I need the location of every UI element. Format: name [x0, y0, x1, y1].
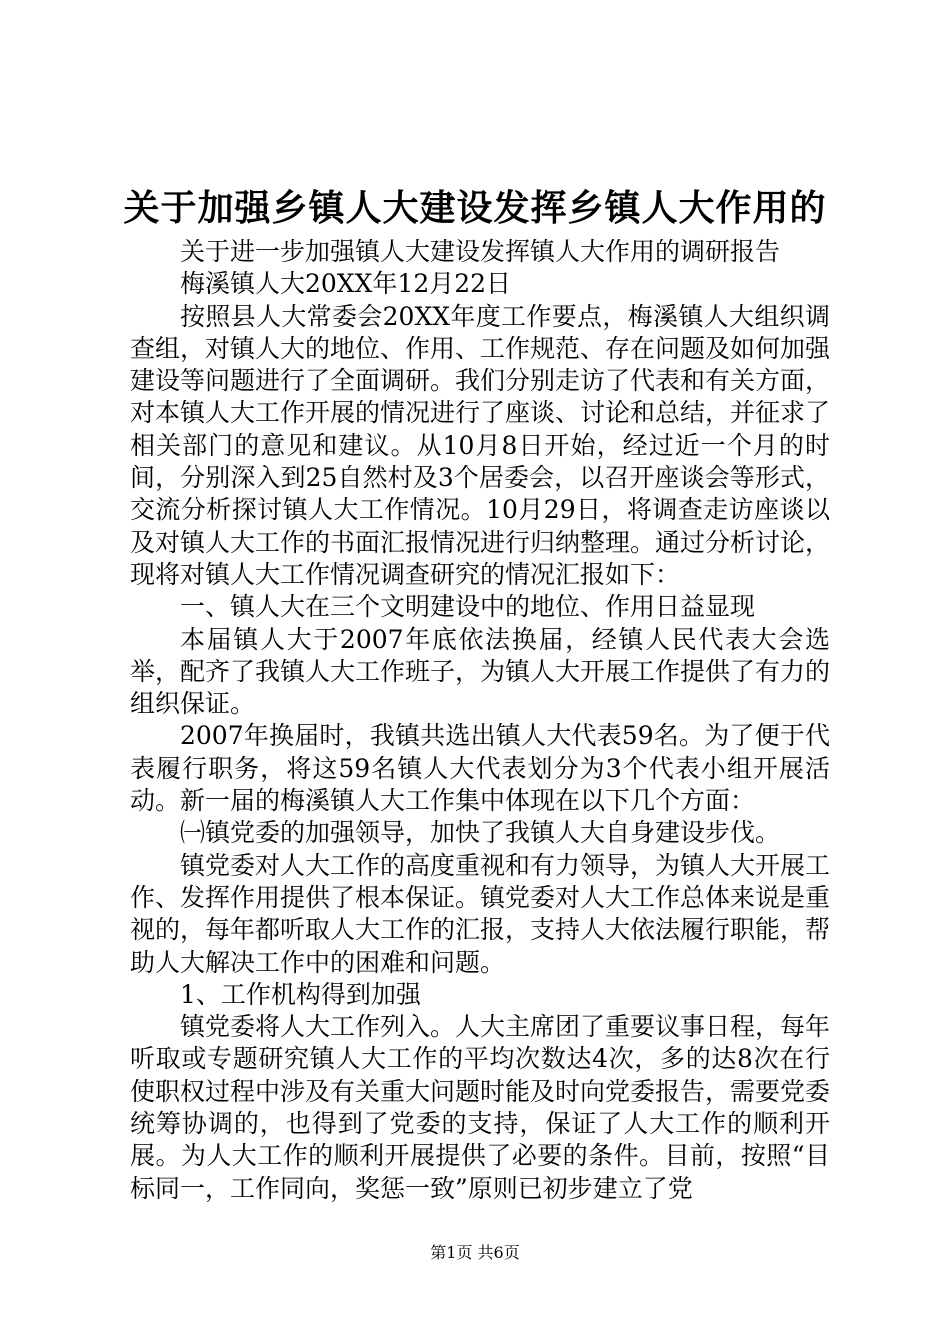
document-body: [130, 236, 830, 1205]
heading-section-1: 一、镇人大在三个文明建设中的地位、作用日益显现: [180, 592, 756, 622]
paragraph-election: 本届镇人大于2007年底依法换届，经镇人民代表大会选举，配齐了我镇人大工作班子，为镇人大开展工作提供了有力的组织保证。: [130, 624, 831, 719]
paragraph-intro: 按照县人大常委会20XX年度工作要点，梅溪镇人大组织调查组，对镇人大的地位、作用、工作规范、存在问题及如何加强建设等问题进行了全面调研。我们分别走访了代表和有关方面，对本镇人大工作开展的情况进行了座谈、讨论和总结，并征求了相关部门的意见和建议。从10月8日开始，经过近一个月的时间，分别深入到25自然村及3个居委会，以召开座谈会等形式，交流分析探讨镇人大工作情况。10月29日，将调查走访座谈以及对镇人大工作的书面汇报情况进行归纳整理。通过分析讨论，现将对镇人大工作情况调查研究的情况汇报如下：: [130, 301, 831, 589]
paragraph-work-agency: 镇党委将人大工作列入。人大主席团了重要议事日程，每年听取或专题研究镇人大工作的平均次数达4次，多的达8次在行使职权过程中涉及有关重大问题时能及时向党委报告，需要党委统筹协调的，也得到了党委的支持，保证了人大工作的顺利开展。为人大工作的顺利开展提供了必要的条件。目前，按照“目标同一，工作同向，奖惩一致”原则已初步建立了党: [130, 1012, 831, 1203]
paragraph-date-line: 梅溪镇人大20XX年12月22日: [180, 269, 512, 299]
page-footer: 第1页 共6页: [430, 1243, 520, 1262]
heading-item-1: 1、工作机构得到加强: [180, 979, 421, 1009]
heading-subsection-1: ㈠镇党委的加强领导，加快了我镇人大自身建设步伐。: [180, 818, 781, 848]
paragraph-subtitle: 关于进一步加强镇人大建设发挥镇人大作用的调研报告: [180, 237, 781, 266]
paragraph-party-leadership: 镇党委对人大工作的高度重视和有力领导，为镇人大开展工作、发挥作用提供了根本保证。镇党委对人大工作总体来说是重视的，每年都听取人大工作的汇报，支持人大依法履行职能，帮助人大解决工作中的困难和问题。: [130, 850, 831, 977]
document-title: 关于加强乡镇人大建设发挥乡镇人大作用的: [123, 188, 827, 229]
paragraph-delegates: 2007年换届时，我镇共选出镇人大代表59名。为了便于代表履行职务，将这59名镇人大代表划分为3个代表小组开展活动。新一届的梅溪镇人大工作集中体现在以下几个方面：: [130, 721, 830, 816]
